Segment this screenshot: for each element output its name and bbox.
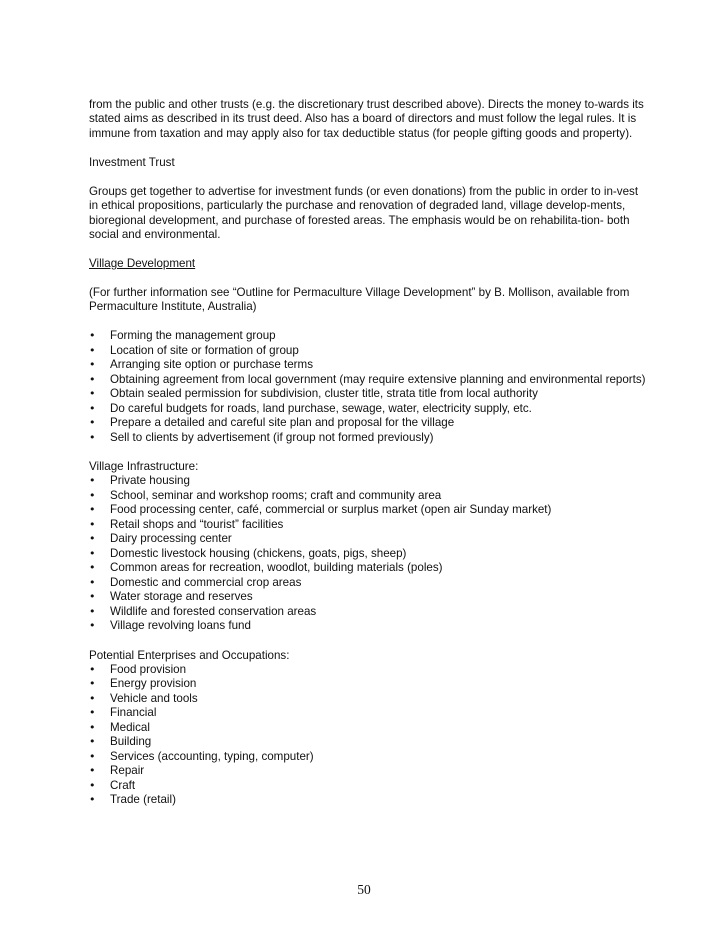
list-item: • Domestic livestock housing (chickens, goats, pigs, sheep) xyxy=(89,547,649,562)
list-item: • School, seminar and workshop rooms; craft and community area xyxy=(89,489,649,504)
list-item: • Water storage and reserves xyxy=(89,590,649,605)
page-content xyxy=(89,98,649,808)
investment-trust-heading: Investment Trust xyxy=(89,155,175,169)
list-item: • Medical xyxy=(89,721,649,736)
list-item: • Obtaining agreement from local government (may require extensive planning and environmental reports) xyxy=(89,373,649,388)
page-number: 50 xyxy=(357,882,371,897)
list-item: • Craft xyxy=(89,779,649,794)
list-item: • Arranging site option or purchase terms xyxy=(89,358,649,373)
list-item: • Financial xyxy=(89,706,649,721)
list-item: • Sell to clients by advertisement (if group not formed previously) xyxy=(89,431,649,446)
list-item: • Trade (retail) xyxy=(89,793,649,808)
village-development-steps xyxy=(89,329,649,445)
village-development-heading: Village Development xyxy=(89,257,196,271)
list-item: • Do careful budgets for roads, land purchase, sewage, water, electricity supply, etc. xyxy=(89,402,649,417)
list-item: • Location of site or formation of group xyxy=(89,344,649,359)
list-item: • Services (accounting, typing, computer) xyxy=(89,750,649,765)
list-item: • Vehicle and tools xyxy=(89,692,649,707)
list-item: • Obtain sealed permission for subdivision, cluster title, strata title from local authority xyxy=(89,387,649,402)
list-item: • Prepare a detailed and careful site plan and proposal for the village xyxy=(89,416,649,431)
list-item: • Wildlife and forested conservation areas xyxy=(89,605,649,620)
list-item: • Food provision xyxy=(89,663,649,678)
list-item: • Repair xyxy=(89,764,649,779)
list-item: • Retail shops and “tourist” facilities xyxy=(89,518,649,533)
list-item: • Forming the management group xyxy=(89,329,649,344)
list-item: • Food processing center, café, commercial or surplus market (open air Sunday market) xyxy=(89,503,649,518)
list-item: • Energy provision xyxy=(89,677,649,692)
list-item: • Building xyxy=(89,735,649,750)
village-infrastructure-heading: Village Infrastructure: xyxy=(89,460,199,474)
list-item: • Common areas for recreation, woodlot, building materials (poles) xyxy=(89,561,649,576)
list-item: • Dairy processing center xyxy=(89,532,649,547)
list-item: • Private housing xyxy=(89,474,649,489)
enterprises-list xyxy=(89,663,649,808)
intro-paragraph: from the public and other trusts (e.g. the discretionary trust described above). Directs the money to-wards its stated aims as described in its trust deed. Also has a board of directors and must follow the legal rules. It is immune from taxation and may apply also for tax deductible status (for people gifting goods and property). xyxy=(89,98,644,140)
village-development-note: (For further information see “Outline for Permaculture Village Development” by B. Mollison, available from Permaculture Institute, Australia) xyxy=(89,286,630,314)
list-item: • Village revolving loans fund xyxy=(89,619,649,634)
list-item: • Domestic and commercial crop areas xyxy=(89,576,649,591)
enterprises-heading: Potential Enterprises and Occupations: xyxy=(89,648,290,662)
village-infrastructure-list xyxy=(89,474,649,634)
investment-trust-body: Groups get together to advertise for investment funds (or even donations) from the public in order to in-vest in ethical propositions, particularly the purchase and renovation of degraded land, village develop-ments, bioregional development, and purchase of forested areas. The emphasis would be on rehabilita-tion- both social and environmental. xyxy=(89,184,639,242)
